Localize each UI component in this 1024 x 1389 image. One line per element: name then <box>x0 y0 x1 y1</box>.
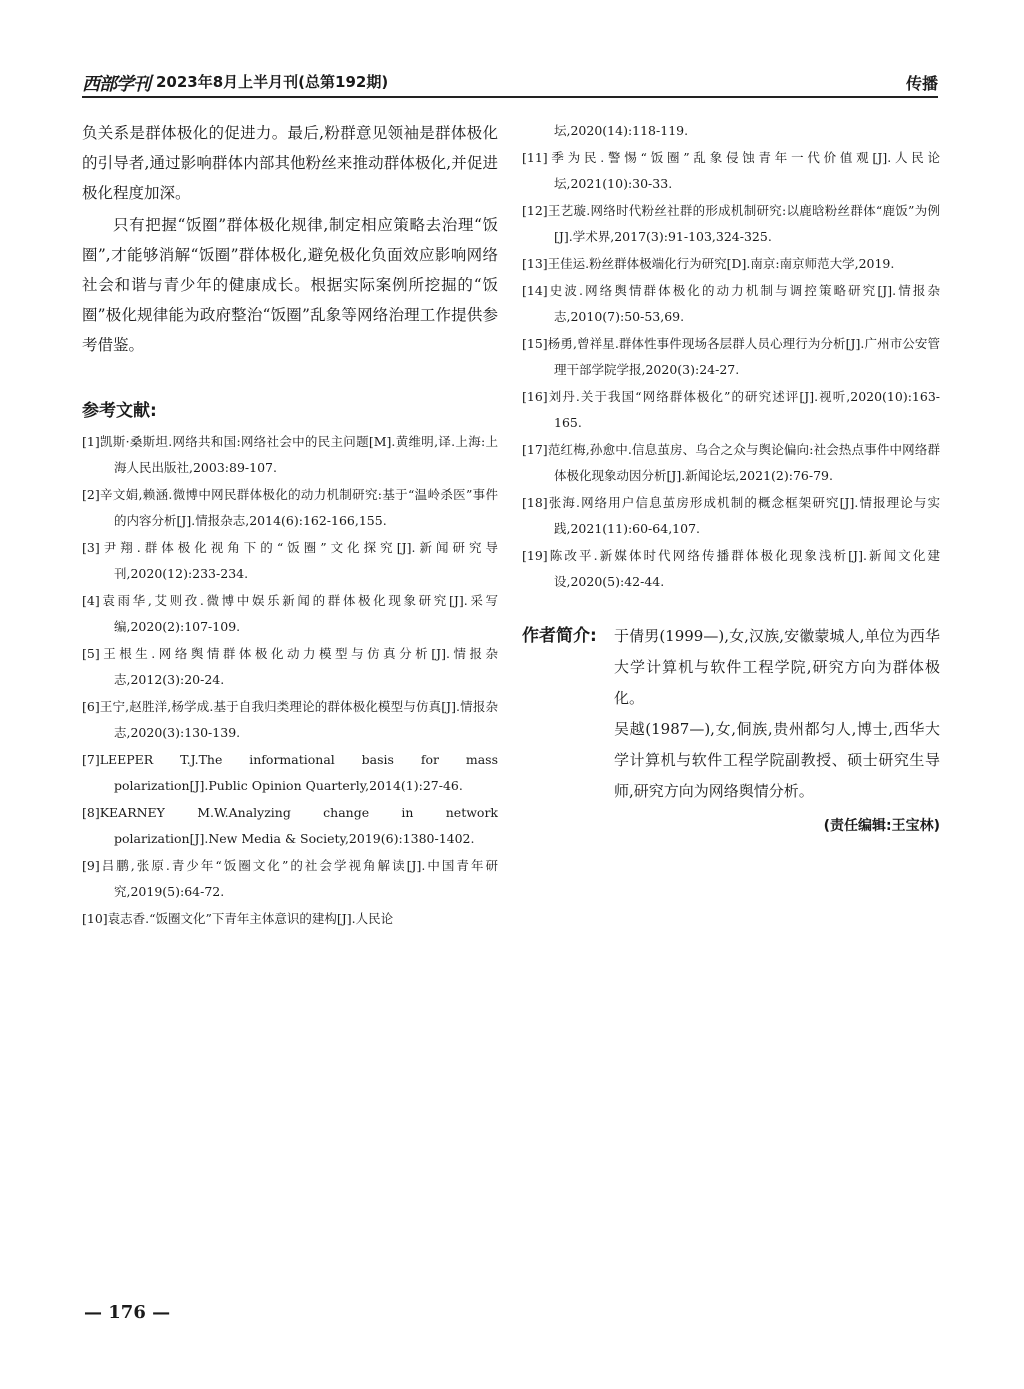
body-paragraph: 只有把握“饭圈”群体极化规律,制定相应策略去治理“饭圈”,才能够消解“饭圈”群体极化,避免极化负面效应影响网络社会和谐与青少年的健康成长。根据实际案例所挖掘的“饭圈”极化规律能为政府整治“饭圈”乱象等网络治理工作提供参考借鉴。 <box>82 216 498 354</box>
page-number: — 176 — <box>84 1302 171 1323</box>
reference-item: [11]季为民.警惕“饭圈”乱象侵蚀青年一代价值观[J].人民论坛,2021(10):30-33. <box>522 150 940 191</box>
issue-info: 2023年8月上半月刊(总第192期) <box>156 73 389 91</box>
reference-item: [13]王佳运.粉丝群体极端化行为研究[D].南京:南京师范大学,2019. <box>522 256 895 271</box>
reference-item: [2]辛文娟,赖涵.微博中网民群体极化的动力机制研究:基于“温岭杀医”事件的内容分析[J].情报杂志,2014(6):162-166,155. <box>82 487 498 528</box>
body-paragraph: 负关系是群体极化的促进力。最后,粉群意见领袖是群体极化的引导者,通过影响群体内部其他粉丝来推动群体极化,并促进极化程度加深。 <box>82 124 498 202</box>
reference-item: [7]LEEPER T.J.The informational basis for mass polarization[J].Public Opinion Quarterly,2014(1):27-46. <box>82 752 498 793</box>
reference-item: [4]袁雨华,艾则孜.微博中娱乐新闻的群体极化现象研究[J].采写编,2020(2):107-109. <box>82 593 498 634</box>
section-title: 传播 <box>905 74 938 93</box>
reference-item: [15]杨勇,曾祥星.群体性事件现场各层群人员心理行为分析[J].广州市公安管理干部学院学报,2020(3):24-27. <box>522 336 940 377</box>
right-column <box>522 118 940 835</box>
reference-item: [6]王宁,赵胜洋,杨学成.基于自我归类理论的群体极化模型与仿真[J].情报杂志,2020(3):130-139. <box>82 699 498 740</box>
reference-item: [16]刘丹.关于我国“网络群体极化”的研究述评[J].视听,2020(10):163-165. <box>522 389 940 430</box>
journal-logo: 西部学刊 <box>82 74 150 95</box>
reference-item: [1]凯斯·桑斯坦.网络共和国:网络社会中的民主问题[M].黄维明,译.上海:上海人民出版社,2003:89-107. <box>82 434 498 475</box>
author-bio-2: 吴越(1987—),女,侗族,贵州都匀人,博士,西华大学计算机与软件工程学院副教授、硕士研究生导师,研究方向为网络舆情分析。 <box>614 720 940 800</box>
reference-continuation: 坛,2020(14):118-119. <box>554 123 689 138</box>
reference-item: [12]王艺璇.网络时代粉丝社群的形成机制研究:以鹿晗粉丝群体“鹿饭”为例[J].学术界,2017(3):91-103,324-325. <box>522 203 940 244</box>
author-bio-label: 作者简介: <box>522 626 597 646</box>
reference-item: [18]张海.网络用户信息茧房形成机制的概念框架研究[J].情报理论与实践,2021(11):60-64,107. <box>522 495 940 536</box>
reference-item: [14]史波.网络舆情群体极化的动力机制与调控策略研究[J].情报杂志,2010(7):50-53,69. <box>522 283 940 324</box>
reference-list <box>82 429 498 932</box>
author-bio <box>522 621 940 807</box>
reference-item: [3]尹翔.群体极化视角下的“饭圈”文化探究[J].新闻研究导刊,2020(12):233-234. <box>82 540 498 581</box>
responsible-editor: (责任编辑:王宝林) <box>823 818 940 834</box>
left-column <box>82 118 498 933</box>
reference-item: [10]袁志香.“饭圈文化”下青年主体意识的建构[J].人民论 <box>82 911 394 926</box>
reference-item: [9]吕鹏,张原.青少年“饭圈文化”的社会学视角解读[J].中国青年研究,2019(5):64-72. <box>82 858 498 899</box>
author-bio-1: 于倩男(1999—),女,汉族,安徽蒙城人,单位为西华大学计算机与软件工程学院,研究方向为群体极化。 <box>614 627 940 707</box>
page-header <box>82 68 938 98</box>
reference-item: [19]陈改平.新媒体时代网络传播群体极化现象浅析[J].新闻文化建设,2020(5):42-44. <box>522 548 940 589</box>
references-heading: 参考文献: <box>82 401 157 421</box>
reference-item: [8]KEARNEY M.W.Analyzing change in network polarization[J].New Media & Society,2019(6):1380-1402. <box>82 805 498 846</box>
reference-item: [17]范红梅,孙愈中.信息茧房、乌合之众与舆论偏向:社会热点事件中网络群体极化现象动因分析[J].新闻论坛,2021(2):76-79. <box>522 442 940 483</box>
reference-item: [5]王根生.网络舆情群体极化动力模型与仿真分析[J].情报杂志,2012(3):20-24. <box>82 646 498 687</box>
